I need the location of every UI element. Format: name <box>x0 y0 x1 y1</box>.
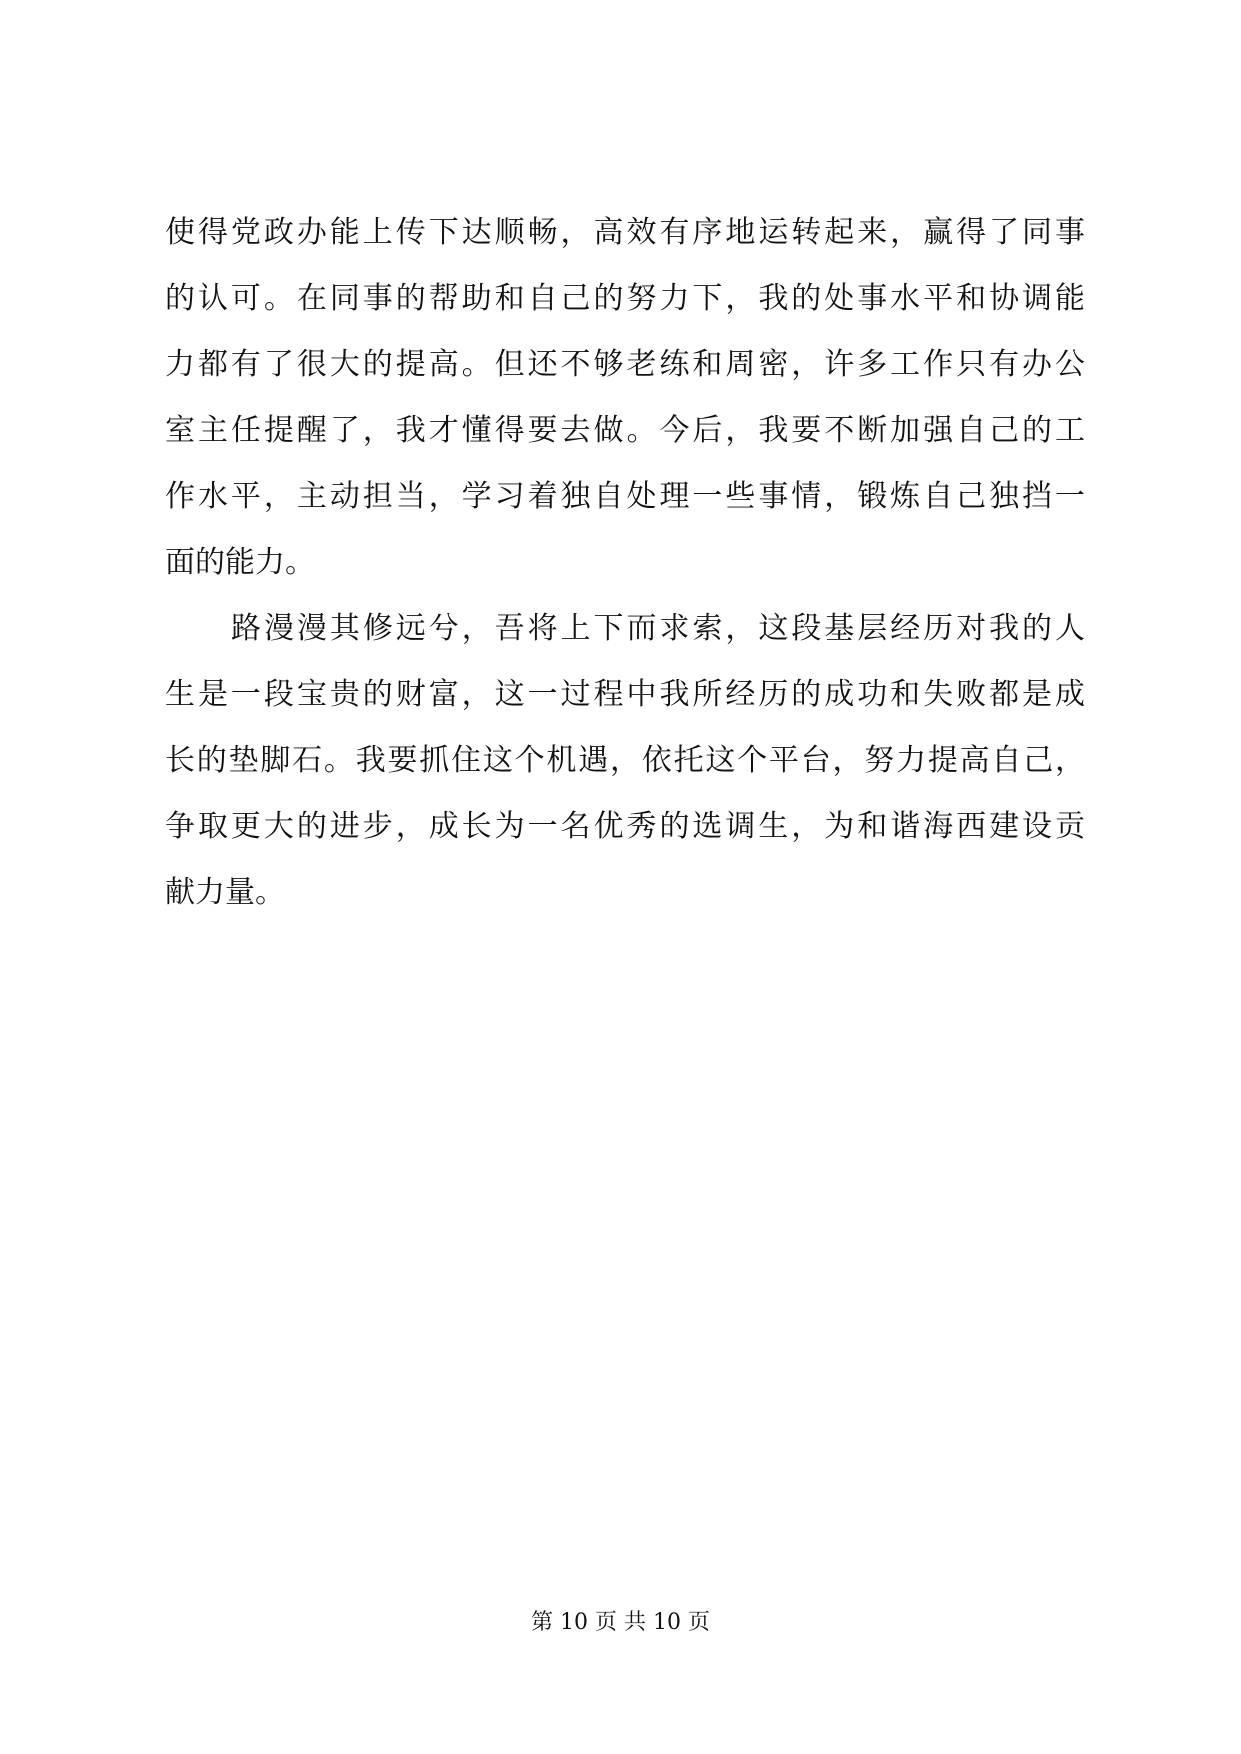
paragraph-1-line-2: 的认可。在同事的帮助和自己的努力下，我的处事水平和协调能 <box>165 281 1085 316</box>
paragraph-2-line-5: 献力量。 <box>165 875 285 910</box>
paragraph-1-line-3: 力都有了很大的提高。但还不够老练和周密，许多工作只有办公 <box>165 347 1085 382</box>
paragraph-1-line-6: 面的能力。 <box>165 545 315 580</box>
body-text <box>165 200 1085 926</box>
paragraph-2-line-2: 生是一段宝贵的财富，这一过程中我所经历的成功和失败都是成 <box>165 677 1085 712</box>
page-number-footer: 第 10 页 共 10 页 <box>531 1610 710 1635</box>
paragraph-2-line-1: 路漫漫其修远兮，吾将上下而求索，这段基层经历对我的人 <box>231 611 1085 646</box>
paragraph-2-line-3: 长的垫脚石。我要抓住这个机遇，依托这个平台，努力提高自己， <box>165 743 1085 778</box>
paragraph-1-line-1: 使得党政办能上传下达顺畅，高效有序地运转起来，赢得了同事 <box>165 215 1085 250</box>
paragraph-1-line-5: 作水平，主动担当，学习着独自处理一些事情，锻炼自己独挡一 <box>165 479 1085 514</box>
paragraph-2-line-4: 争取更大的进步，成长为一名优秀的选调生，为和谐海西建设贡 <box>165 809 1085 844</box>
paragraph-1-line-4: 室主任提醒了，我才懂得要去做。今后，我要不断加强自己的工 <box>165 413 1085 448</box>
